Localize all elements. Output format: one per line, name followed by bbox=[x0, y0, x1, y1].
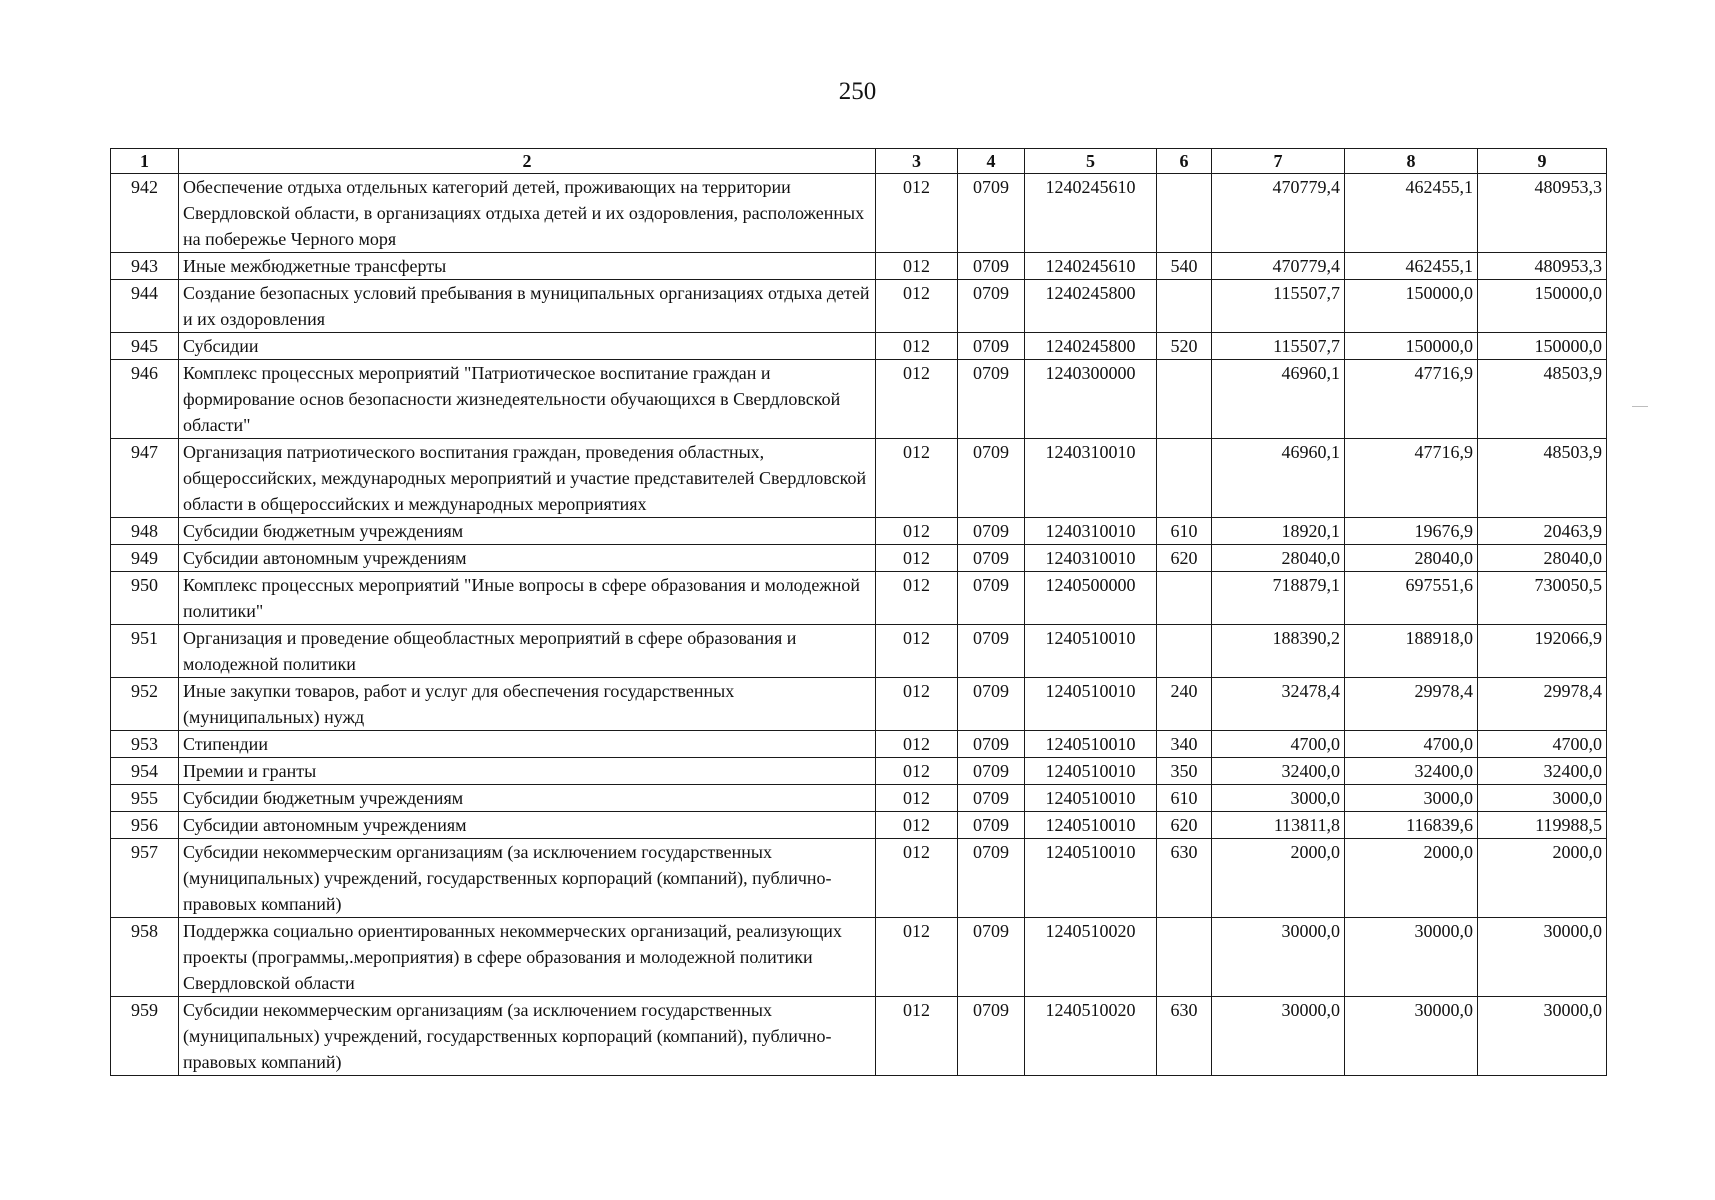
amount-col8: 30000,0 bbox=[1345, 997, 1478, 1076]
target-article-code: 1240245610 bbox=[1025, 253, 1157, 280]
amount-col8: 30000,0 bbox=[1345, 918, 1478, 997]
section-code: 0709 bbox=[958, 572, 1025, 625]
section-code: 0709 bbox=[958, 518, 1025, 545]
row-name: Иные межбюджетные трансферты bbox=[179, 253, 876, 280]
section-code: 0709 bbox=[958, 785, 1025, 812]
expense-type-code: 350 bbox=[1157, 758, 1212, 785]
amount-col9: 480953,3 bbox=[1478, 174, 1607, 253]
row-name: Иные закупки товаров, работ и услуг для обеспечения государственных (муниципальных) нужд bbox=[179, 678, 876, 731]
table-row bbox=[111, 839, 1607, 918]
amount-col7: 32478,4 bbox=[1212, 678, 1345, 731]
target-article-code: 1240245800 bbox=[1025, 333, 1157, 360]
row-name: Поддержка социально ориентированных некоммерческих организаций, реализующих проекты (программы,.мероприятия) в сфере образования и молодежной политики Свердловской области bbox=[179, 918, 876, 997]
target-article-code: 1240510010 bbox=[1025, 731, 1157, 758]
header-cell: 7 bbox=[1212, 149, 1345, 174]
table-row bbox=[111, 785, 1607, 812]
section-code: 0709 bbox=[958, 253, 1025, 280]
amount-col7: 46960,1 bbox=[1212, 360, 1345, 439]
ministry-code: 012 bbox=[876, 625, 958, 678]
section-code: 0709 bbox=[958, 439, 1025, 518]
table-body bbox=[111, 174, 1607, 1076]
table-row bbox=[111, 439, 1607, 518]
header-cell: 8 bbox=[1345, 149, 1478, 174]
ministry-code: 012 bbox=[876, 918, 958, 997]
amount-col8: 47716,9 bbox=[1345, 439, 1478, 518]
ministry-code: 012 bbox=[876, 812, 958, 839]
row-name: Стипендии bbox=[179, 731, 876, 758]
row-name: Комплекс процессных мероприятий "Иные вопросы в сфере образования и молодежной политики" bbox=[179, 572, 876, 625]
row-number: 951 bbox=[111, 625, 179, 678]
amount-col7: 28040,0 bbox=[1212, 545, 1345, 572]
expense-type-code bbox=[1157, 174, 1212, 253]
target-article-code: 1240500000 bbox=[1025, 572, 1157, 625]
amount-col7: 32400,0 bbox=[1212, 758, 1345, 785]
target-article-code: 1240245800 bbox=[1025, 280, 1157, 333]
target-article-code: 1240510010 bbox=[1025, 785, 1157, 812]
amount-col9: 20463,9 bbox=[1478, 518, 1607, 545]
amount-col9: 28040,0 bbox=[1478, 545, 1607, 572]
amount-col7: 4700,0 bbox=[1212, 731, 1345, 758]
table-row bbox=[111, 918, 1607, 997]
amount-col7: 46960,1 bbox=[1212, 439, 1345, 518]
amount-col8: 116839,6 bbox=[1345, 812, 1478, 839]
ministry-code: 012 bbox=[876, 518, 958, 545]
row-number: 957 bbox=[111, 839, 179, 918]
row-name: Создание безопасных условий пребывания в муниципальных организациях отдыха детей и их оздоровления bbox=[179, 280, 876, 333]
table-row bbox=[111, 997, 1607, 1076]
amount-col7: 18920,1 bbox=[1212, 518, 1345, 545]
expense-type-code: 240 bbox=[1157, 678, 1212, 731]
ministry-code: 012 bbox=[876, 360, 958, 439]
ministry-code: 012 bbox=[876, 678, 958, 731]
header-cell: 2 bbox=[179, 149, 876, 174]
amount-col7: 115507,7 bbox=[1212, 333, 1345, 360]
ministry-code: 012 bbox=[876, 174, 958, 253]
section-code: 0709 bbox=[958, 280, 1025, 333]
row-number: 956 bbox=[111, 812, 179, 839]
amount-col9: 3000,0 bbox=[1478, 785, 1607, 812]
expense-type-code bbox=[1157, 360, 1212, 439]
expense-type-code bbox=[1157, 572, 1212, 625]
table-row bbox=[111, 174, 1607, 253]
table-row bbox=[111, 360, 1607, 439]
row-number: 952 bbox=[111, 678, 179, 731]
amount-col7: 30000,0 bbox=[1212, 918, 1345, 997]
row-name: Субсидии автономным учреждениям bbox=[179, 812, 876, 839]
target-article-code: 1240310010 bbox=[1025, 545, 1157, 572]
expense-type-code: 340 bbox=[1157, 731, 1212, 758]
ministry-code: 012 bbox=[876, 253, 958, 280]
row-name: Субсидии bbox=[179, 333, 876, 360]
amount-col9: 30000,0 bbox=[1478, 997, 1607, 1076]
amount-col8: 462455,1 bbox=[1345, 174, 1478, 253]
target-article-code: 1240310010 bbox=[1025, 439, 1157, 518]
section-code: 0709 bbox=[958, 174, 1025, 253]
row-number: 945 bbox=[111, 333, 179, 360]
row-number: 954 bbox=[111, 758, 179, 785]
row-number: 948 bbox=[111, 518, 179, 545]
section-code: 0709 bbox=[958, 625, 1025, 678]
row-name: Субсидии некоммерческим организациям (за исключением государственных (муниципальных) учреждений, государственных корпораций (компаний), публично-правовых компаний) bbox=[179, 997, 876, 1076]
ministry-code: 012 bbox=[876, 997, 958, 1076]
amount-col9: 730050,5 bbox=[1478, 572, 1607, 625]
expense-type-code bbox=[1157, 280, 1212, 333]
amount-col8: 28040,0 bbox=[1345, 545, 1478, 572]
amount-col8: 2000,0 bbox=[1345, 839, 1478, 918]
row-number: 953 bbox=[111, 731, 179, 758]
amount-col9: 192066,9 bbox=[1478, 625, 1607, 678]
header-cell: 5 bbox=[1025, 149, 1157, 174]
target-article-code: 1240310010 bbox=[1025, 518, 1157, 545]
target-article-code: 1240510010 bbox=[1025, 812, 1157, 839]
ministry-code: 012 bbox=[876, 758, 958, 785]
expense-type-code: 610 bbox=[1157, 518, 1212, 545]
amount-col8: 3000,0 bbox=[1345, 785, 1478, 812]
row-number: 959 bbox=[111, 997, 179, 1076]
target-article-code: 1240510010 bbox=[1025, 625, 1157, 678]
amount-col8: 188918,0 bbox=[1345, 625, 1478, 678]
amount-col9: 32400,0 bbox=[1478, 758, 1607, 785]
amount-col9: 29978,4 bbox=[1478, 678, 1607, 731]
expense-type-code: 520 bbox=[1157, 333, 1212, 360]
ministry-code: 012 bbox=[876, 545, 958, 572]
ministry-code: 012 bbox=[876, 731, 958, 758]
section-code: 0709 bbox=[958, 545, 1025, 572]
row-number: 946 bbox=[111, 360, 179, 439]
table-row bbox=[111, 625, 1607, 678]
row-number: 955 bbox=[111, 785, 179, 812]
table-row bbox=[111, 280, 1607, 333]
amount-col9: 4700,0 bbox=[1478, 731, 1607, 758]
amount-col8: 150000,0 bbox=[1345, 333, 1478, 360]
amount-col8: 150000,0 bbox=[1345, 280, 1478, 333]
ministry-code: 012 bbox=[876, 333, 958, 360]
amount-col7: 718879,1 bbox=[1212, 572, 1345, 625]
header-cell: 6 bbox=[1157, 149, 1212, 174]
section-code: 0709 bbox=[958, 839, 1025, 918]
row-number: 944 bbox=[111, 280, 179, 333]
row-name: Субсидии бюджетным учреждениям bbox=[179, 785, 876, 812]
expense-type-code: 630 bbox=[1157, 839, 1212, 918]
row-number: 949 bbox=[111, 545, 179, 572]
amount-col7: 470779,4 bbox=[1212, 174, 1345, 253]
row-name: Обеспечение отдыха отдельных категорий детей, проживающих на территории Свердловской области, в организациях отдыха детей и их оздоровления, расположенных на побережье Черного моря bbox=[179, 174, 876, 253]
row-name: Организация и проведение общеобластных мероприятий в сфере образования и молодежной политики bbox=[179, 625, 876, 678]
expense-type-code: 610 bbox=[1157, 785, 1212, 812]
section-code: 0709 bbox=[958, 360, 1025, 439]
section-code: 0709 bbox=[958, 758, 1025, 785]
row-number: 942 bbox=[111, 174, 179, 253]
row-name: Субсидии бюджетным учреждениям bbox=[179, 518, 876, 545]
amount-col7: 2000,0 bbox=[1212, 839, 1345, 918]
row-name: Организация патриотического воспитания граждан, проведения областных, общероссийских, международных мероприятий и участие представителей Свердловской области в общероссийских и международных мероприятиях bbox=[179, 439, 876, 518]
target-article-code: 1240510010 bbox=[1025, 839, 1157, 918]
header-cell: 3 bbox=[876, 149, 958, 174]
amount-col9: 2000,0 bbox=[1478, 839, 1607, 918]
amount-col9: 480953,3 bbox=[1478, 253, 1607, 280]
expense-type-code bbox=[1157, 439, 1212, 518]
target-article-code: 1240510020 bbox=[1025, 997, 1157, 1076]
target-article-code: 1240510020 bbox=[1025, 918, 1157, 997]
header-cell: 1 bbox=[111, 149, 179, 174]
amount-col7: 113811,8 bbox=[1212, 812, 1345, 839]
section-code: 0709 bbox=[958, 918, 1025, 997]
header-cell: 4 bbox=[958, 149, 1025, 174]
ministry-code: 012 bbox=[876, 439, 958, 518]
expense-type-code bbox=[1157, 918, 1212, 997]
table-row bbox=[111, 545, 1607, 572]
amount-col8: 47716,9 bbox=[1345, 360, 1478, 439]
header-row bbox=[111, 149, 1607, 174]
section-code: 0709 bbox=[958, 678, 1025, 731]
table-row bbox=[111, 678, 1607, 731]
row-name: Премии и гранты bbox=[179, 758, 876, 785]
amount-col9: 119988,5 bbox=[1478, 812, 1607, 839]
amount-col7: 115507,7 bbox=[1212, 280, 1345, 333]
section-code: 0709 bbox=[958, 731, 1025, 758]
section-code: 0709 bbox=[958, 333, 1025, 360]
amount-col7: 30000,0 bbox=[1212, 997, 1345, 1076]
row-name: Комплекс процессных мероприятий "Патриотическое воспитание граждан и формирование основ безопасности жизнедеятельности обучающихся в Свердловской области" bbox=[179, 360, 876, 439]
page-number: 250 bbox=[838, 78, 877, 105]
expense-type-code: 540 bbox=[1157, 253, 1212, 280]
row-number: 950 bbox=[111, 572, 179, 625]
amount-col8: 19676,9 bbox=[1345, 518, 1478, 545]
amount-col7: 3000,0 bbox=[1212, 785, 1345, 812]
row-number: 943 bbox=[111, 253, 179, 280]
amount-col7: 470779,4 bbox=[1212, 253, 1345, 280]
ministry-code: 012 bbox=[876, 572, 958, 625]
table-row bbox=[111, 518, 1607, 545]
ministry-code: 012 bbox=[876, 785, 958, 812]
amount-col7: 188390,2 bbox=[1212, 625, 1345, 678]
table-row bbox=[111, 253, 1607, 280]
amount-col9: 150000,0 bbox=[1478, 280, 1607, 333]
row-number: 947 bbox=[111, 439, 179, 518]
amount-col8: 697551,6 bbox=[1345, 572, 1478, 625]
amount-col9: 48503,9 bbox=[1478, 360, 1607, 439]
row-number: 958 bbox=[111, 918, 179, 997]
ministry-code: 012 bbox=[876, 280, 958, 333]
header-cell: 9 bbox=[1478, 149, 1607, 174]
amount-col8: 4700,0 bbox=[1345, 731, 1478, 758]
expense-type-code: 620 bbox=[1157, 812, 1212, 839]
table-row bbox=[111, 572, 1607, 625]
table-row bbox=[111, 812, 1607, 839]
target-article-code: 1240510010 bbox=[1025, 678, 1157, 731]
target-article-code: 1240300000 bbox=[1025, 360, 1157, 439]
expense-type-code bbox=[1157, 625, 1212, 678]
table-row bbox=[111, 731, 1607, 758]
table-row bbox=[111, 758, 1607, 785]
budget-table bbox=[110, 148, 1607, 1076]
ministry-code: 012 bbox=[876, 839, 958, 918]
row-name: Субсидии автономным учреждениям bbox=[179, 545, 876, 572]
amount-col9: 48503,9 bbox=[1478, 439, 1607, 518]
amount-col9: 150000,0 bbox=[1478, 333, 1607, 360]
amount-col8: 29978,4 bbox=[1345, 678, 1478, 731]
table-row bbox=[111, 333, 1607, 360]
amount-col9: 30000,0 bbox=[1478, 918, 1607, 997]
expense-type-code: 620 bbox=[1157, 545, 1212, 572]
row-name: Субсидии некоммерческим организациям (за исключением государственных (муниципальных) учреждений, государственных корпораций (компаний), публично-правовых компаний) bbox=[179, 839, 876, 918]
expense-type-code: 630 bbox=[1157, 997, 1212, 1076]
target-article-code: 1240510010 bbox=[1025, 758, 1157, 785]
section-code: 0709 bbox=[958, 997, 1025, 1076]
section-code: 0709 bbox=[958, 812, 1025, 839]
target-article-code: 1240245610 bbox=[1025, 174, 1157, 253]
scan-artifact-mark bbox=[1632, 406, 1648, 407]
amount-col8: 32400,0 bbox=[1345, 758, 1478, 785]
amount-col8: 462455,1 bbox=[1345, 253, 1478, 280]
